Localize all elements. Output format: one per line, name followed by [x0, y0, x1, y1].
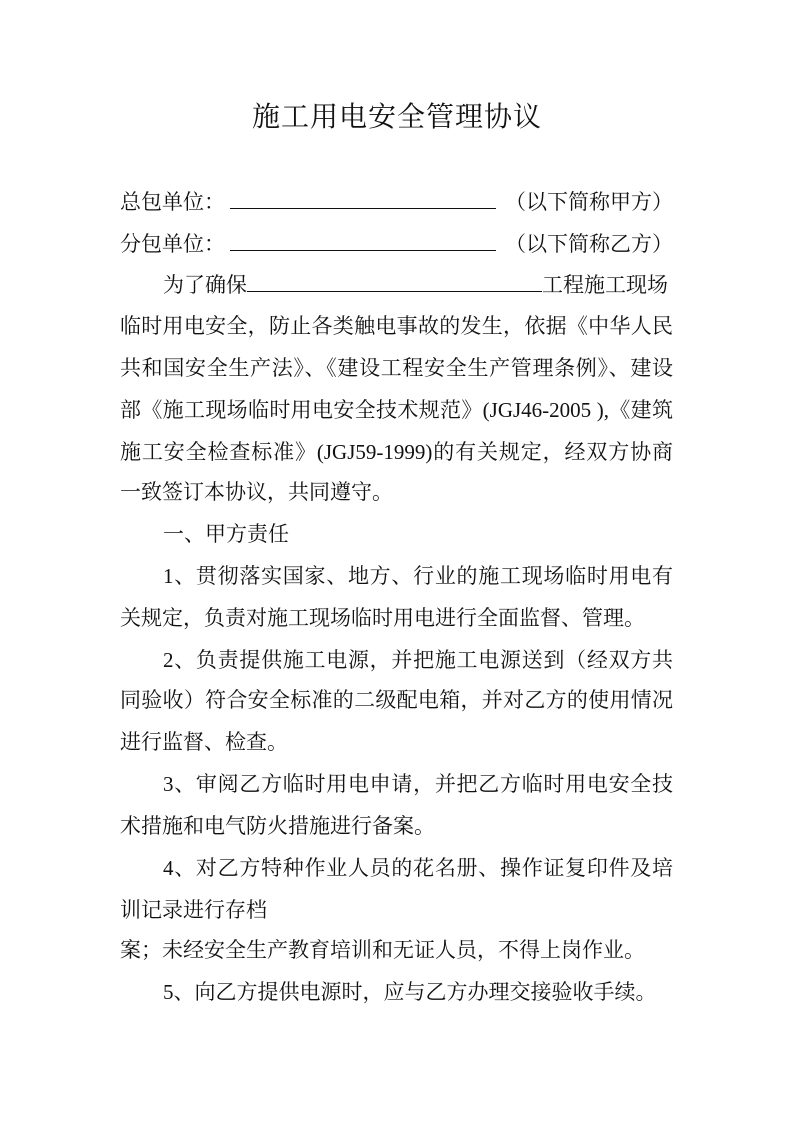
- party-b-label: 分包单位：: [120, 232, 225, 256]
- clause-line: 关规定，负责对施工现场临时用电进行全面监督、管理。: [120, 606, 645, 630]
- clause-line: 3、审阅乙方临时用电申请，并把乙方临时用电安全技: [163, 772, 673, 796]
- intro-line: 共和国安全生产法》、《建设工程安全生产管理条例》、建设: [120, 356, 673, 380]
- intro-line: 施工安全检查标准》(JGJ59-1999)的有关规定，经双方协商: [120, 440, 673, 464]
- clause-line: 5、向乙方提供电源时，应与乙方办理交接验收手续。: [163, 980, 657, 1004]
- party-a-blank[interactable]: [230, 188, 496, 209]
- section-heading: 一、甲方责任: [163, 522, 289, 546]
- clause-line: 术措施和电气防火措施进行备案。: [120, 814, 435, 838]
- party-b-note: （以下简称乙方）: [505, 232, 673, 256]
- clause-line: 训记录进行存档: [120, 898, 267, 922]
- intro-prefix: 为了确保: [163, 273, 247, 297]
- clause-line: 4、对乙方特种作业人员的花名册、操作证复印件及培: [163, 856, 673, 880]
- intro-line: 一致签订本协议，共同遵守。: [120, 480, 393, 504]
- party-a-note: （以下简称甲方）: [505, 190, 673, 214]
- clause-line: 案；未经安全生产教育培训和无证人员，不得上岗作业。: [120, 938, 645, 962]
- document-title: 施工用电安全管理协议: [251, 102, 542, 133]
- party-b-row: [120, 230, 673, 257]
- intro-line: 部《施工现场临时用电安全技术规范》(JGJ46-2005 ),《建筑: [120, 398, 673, 422]
- project-name-blank[interactable]: [247, 271, 542, 292]
- clause-line: 同验收）符合安全标准的二级配电箱，并对乙方的使用情况: [120, 688, 673, 712]
- party-b-blank[interactable]: [230, 230, 496, 251]
- clause-line: 进行监督、检查。: [120, 730, 288, 754]
- intro-first-line: [163, 271, 673, 298]
- party-a-label: 总包单位：: [120, 190, 225, 214]
- intro-suffix: 工程施工现场: [542, 273, 668, 297]
- clause-line: 2、负责提供施工电源，并把施工电源送到（经双方共: [163, 648, 673, 672]
- party-a-row: [120, 188, 673, 215]
- clause-line: 1、贯彻落实国家、地方、行业的施工现场临时用电有: [163, 564, 673, 588]
- intro-line: 临时用电安全，防止各类触电事故的发生，依据《中华人民: [120, 314, 673, 338]
